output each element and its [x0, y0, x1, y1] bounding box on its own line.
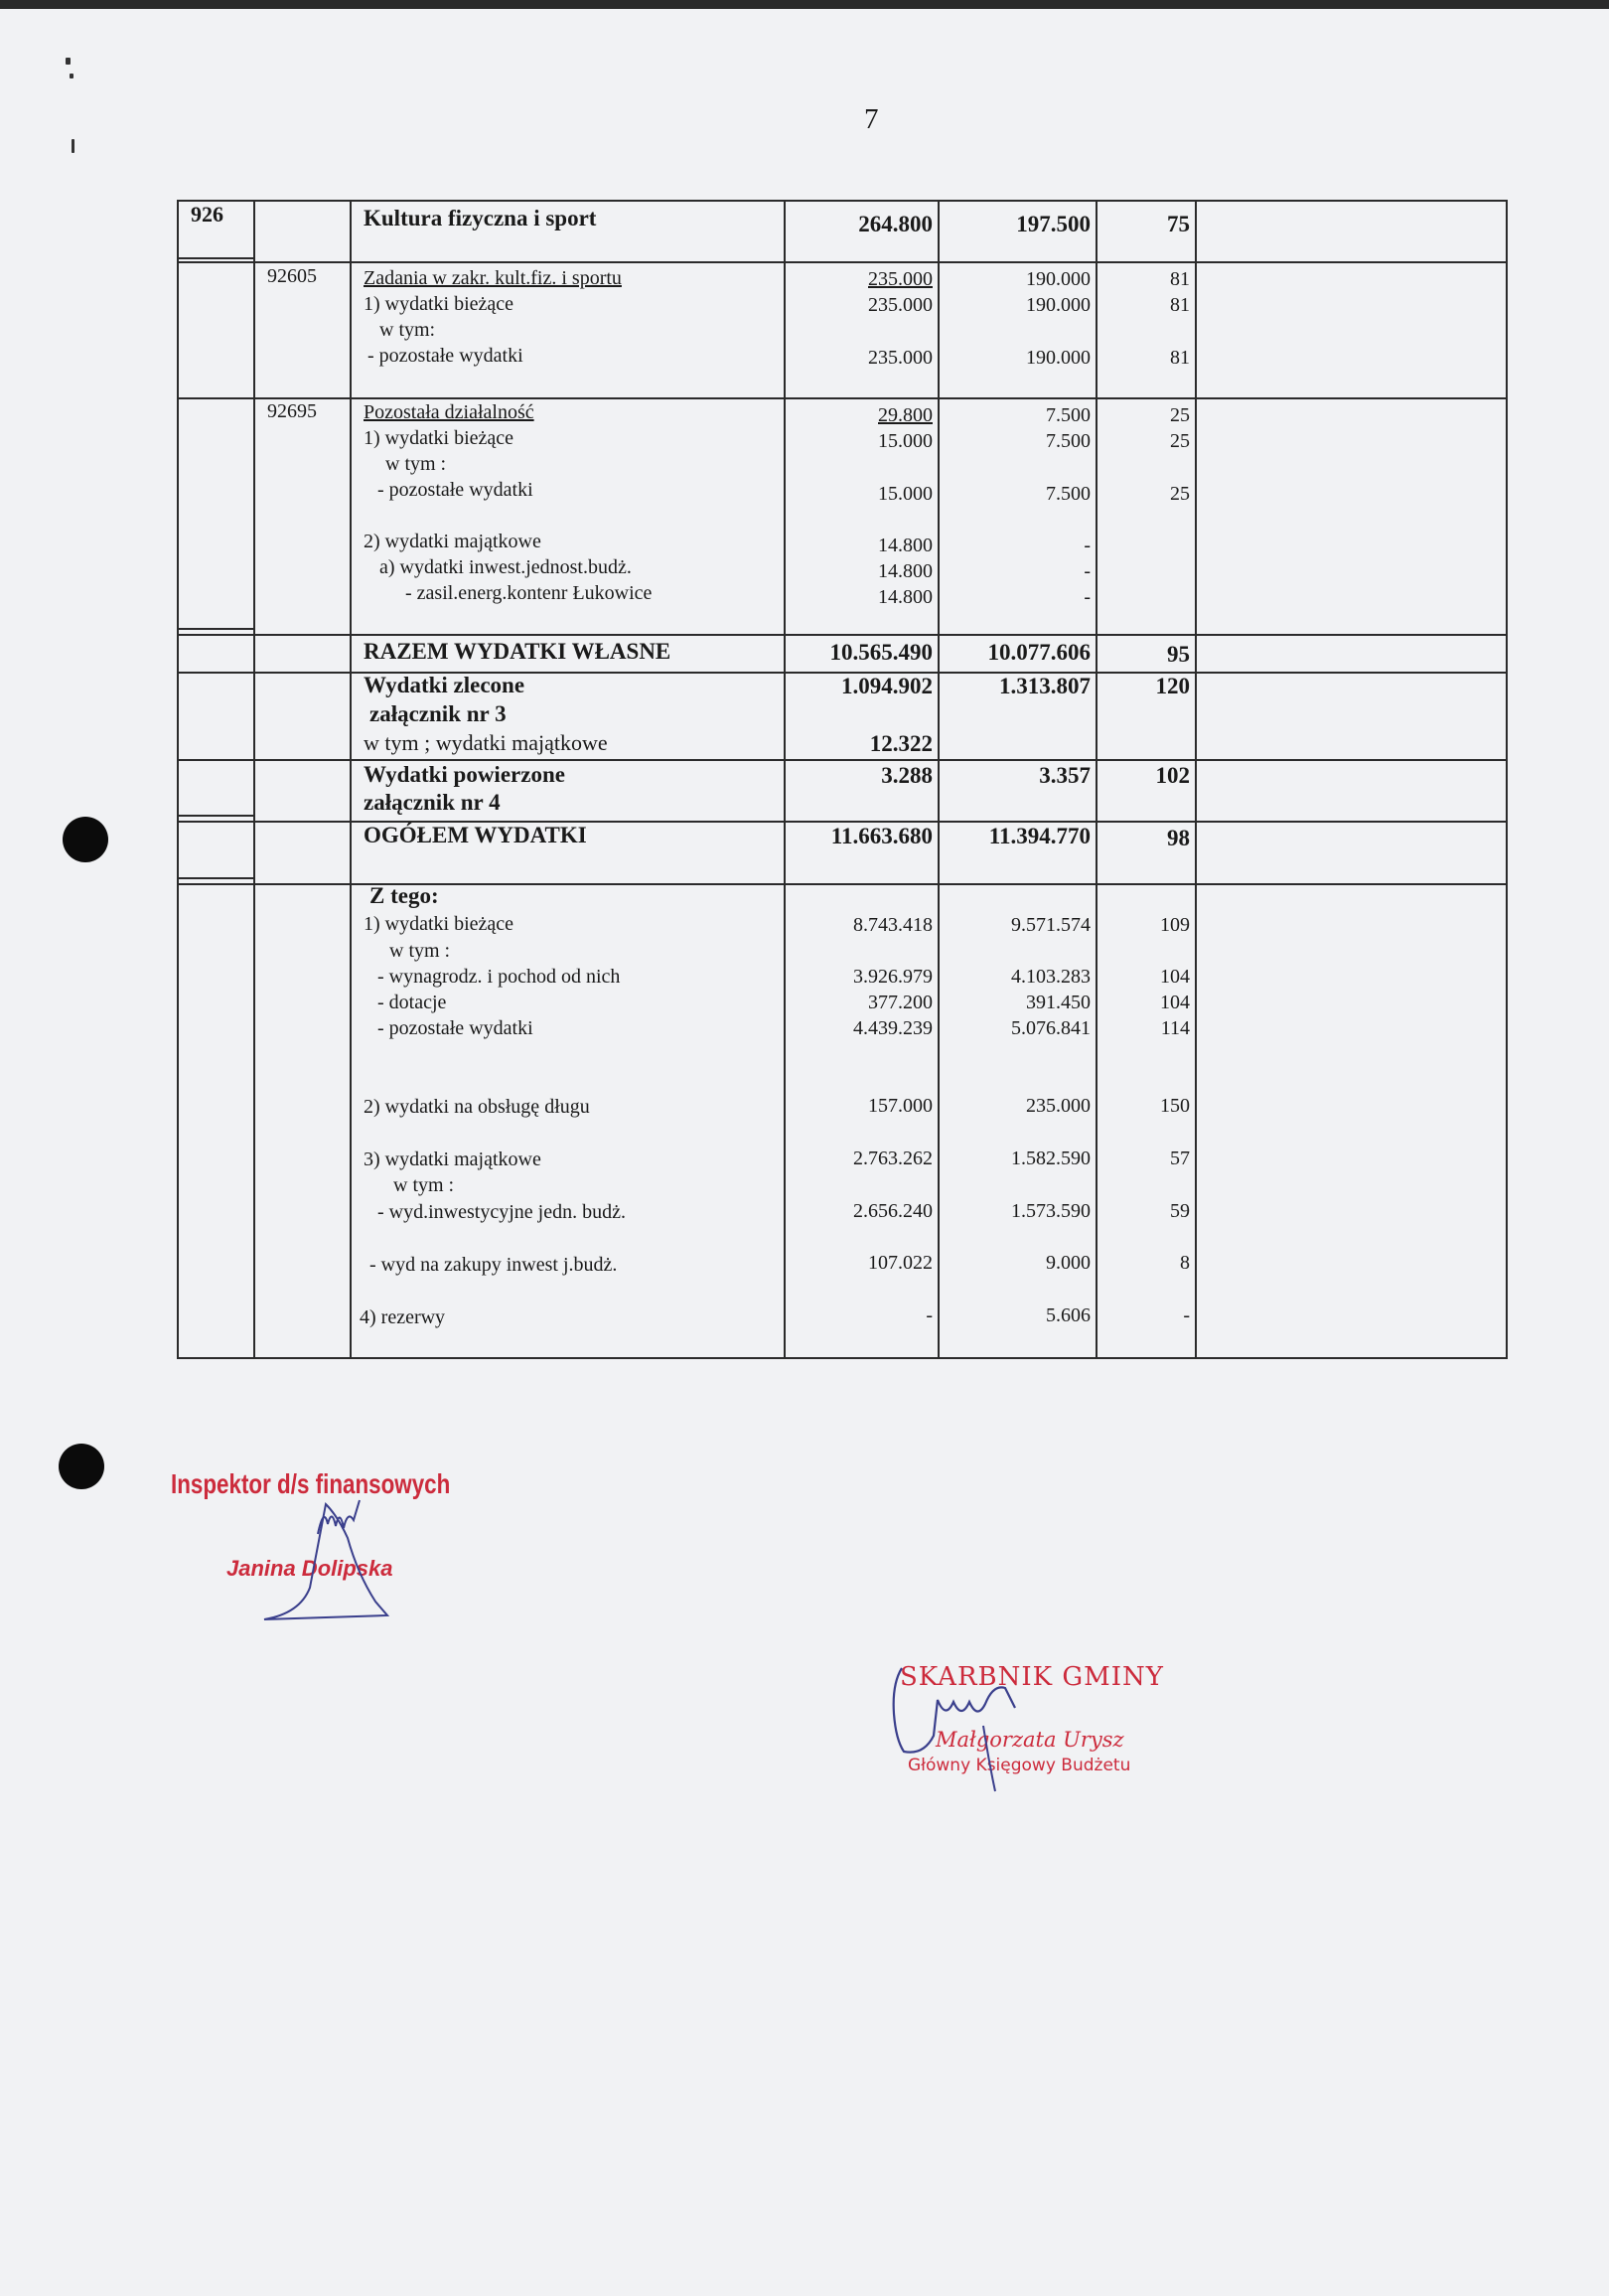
- treasurer-name: Małgorzata Urysz: [936, 1728, 1124, 1752]
- line-executed: 1.582.590: [1011, 1148, 1091, 1169]
- line-label: - wyd na zakupy inwest j.budż.: [369, 1254, 618, 1276]
- line-label: 2) wydatki na obsługę długu: [364, 1096, 590, 1118]
- inspector-name: Janina Dolipska: [226, 1556, 393, 1581]
- line-label: - zasil.energ.kontenr Łukowice: [405, 582, 653, 604]
- subsection-percent: 81: [1170, 268, 1190, 290]
- table-border: [177, 200, 1508, 202]
- entrusted-sublabel: załącznik nr 4: [364, 790, 501, 815]
- line-executed: 391.450: [1026, 992, 1091, 1013]
- line-executed: 235.000: [1026, 1095, 1091, 1117]
- row-divider: [177, 261, 1508, 263]
- commissioned-percent: 120: [1155, 674, 1190, 698]
- scan-speck: [66, 58, 71, 65]
- line-plan: 2.763.262: [853, 1148, 933, 1169]
- punch-hole: [59, 1444, 104, 1489]
- subsection-executed: 190.000: [1026, 268, 1091, 290]
- line-percent: -: [1183, 1304, 1190, 1326]
- line-label: 1) wydatki bieżące: [364, 293, 514, 315]
- line-executed: 7.500: [1046, 430, 1091, 452]
- inspector-handwritten-signature: [169, 1464, 507, 1623]
- line-plan: 14.800: [878, 535, 933, 556]
- page-number: 7: [864, 103, 879, 135]
- line-percent: 114: [1160, 1017, 1190, 1039]
- line-label: w tym :: [385, 453, 447, 475]
- line-executed: 5.076.841: [1011, 1017, 1091, 1039]
- line-label: a) wydatki inwest.jednost.budż.: [379, 556, 632, 578]
- row-divider: [177, 257, 253, 259]
- line-label: - wyd.inwestycyjne jedn. budż.: [377, 1201, 626, 1223]
- row-divider: [177, 759, 1508, 761]
- section-code: 926: [191, 202, 223, 227]
- grand-total-plan: 11.663.680: [830, 824, 933, 848]
- total-own-executed: 10.077.606: [987, 640, 1091, 665]
- line-plan: 235.000: [868, 294, 933, 316]
- line-percent: 104: [1160, 992, 1190, 1013]
- line-executed: 190.000: [1026, 294, 1091, 316]
- row-divider: [177, 634, 1508, 636]
- table-border: [1506, 200, 1508, 1359]
- treasurer-handwritten-signature: [884, 1644, 1222, 1793]
- column-divider: [253, 200, 255, 1359]
- line-label: 1) wydatki bieżące: [364, 913, 514, 935]
- grand-total-executed: 11.394.770: [988, 824, 1091, 848]
- section-executed: 197.500: [1016, 212, 1091, 236]
- subsection-percent: 25: [1170, 404, 1190, 426]
- line-label: - wynagrodz. i pochod od nich: [377, 966, 621, 988]
- commissioned-sublabel: załącznik nr 3: [369, 701, 507, 726]
- treasurer-title: SKARBNIK GMINY: [900, 1662, 1164, 1692]
- subsection-plan: 235.000: [868, 268, 933, 290]
- line-plan: 8.743.418: [853, 914, 933, 936]
- line-label: w tym :: [393, 1174, 455, 1196]
- section-plan: 264.800: [858, 212, 933, 236]
- line-executed: -: [1084, 535, 1091, 556]
- line-label: 4) rezerwy: [360, 1306, 446, 1328]
- line-label: - pozostałe wydatki: [377, 479, 533, 501]
- line-label: 3) wydatki majątkowe: [364, 1148, 541, 1170]
- row-divider: [177, 628, 253, 630]
- table-border: [177, 200, 179, 1359]
- total-own-percent: 95: [1167, 642, 1190, 667]
- column-divider: [1195, 200, 1197, 1359]
- section-percent: 75: [1167, 212, 1190, 236]
- commissioned-extra-label: w tym ; wydatki majątkowe: [364, 730, 608, 755]
- subsection-title: Zadania w zakr. kult.fiz. i sportu: [364, 267, 622, 289]
- line-percent: 25: [1170, 430, 1190, 452]
- line-percent: 109: [1160, 914, 1190, 936]
- scan-speck: [70, 74, 73, 78]
- section-title: Kultura fizyczna i sport: [364, 206, 597, 230]
- line-percent: 25: [1170, 483, 1190, 505]
- line-label: 1) wydatki bieżące: [364, 427, 514, 449]
- table-border: [177, 1357, 1508, 1359]
- entrusted-percent: 102: [1155, 763, 1190, 788]
- breakdown-heading: Z tego:: [369, 883, 439, 908]
- line-plan: 2.656.240: [853, 1200, 933, 1222]
- line-percent: 104: [1160, 966, 1190, 988]
- line-label: - pozostałe wydatki: [377, 1017, 533, 1039]
- line-plan: 14.800: [878, 586, 933, 608]
- line-executed: 1.573.590: [1011, 1200, 1091, 1222]
- budget-table: [177, 200, 1508, 1359]
- entrusted-executed: 3.357: [1039, 763, 1091, 788]
- line-plan: 3.926.979: [853, 966, 933, 988]
- column-divider: [350, 200, 352, 1359]
- treasurer-role: Główny Księgowy Budżetu: [908, 1756, 1131, 1775]
- subsection-plan: 29.800: [878, 404, 933, 426]
- line-executed: 190.000: [1026, 347, 1091, 369]
- grand-total-label: OGÓŁEM WYDATKI: [364, 823, 587, 847]
- commissioned-plan: 1.094.902: [841, 674, 933, 698]
- commissioned-label: Wydatki zlecone: [364, 673, 525, 697]
- row-divider: [177, 815, 253, 817]
- line-label: w tym:: [379, 319, 436, 341]
- line-label: - dotacje: [377, 992, 447, 1013]
- line-plan: 107.022: [868, 1252, 933, 1274]
- commissioned-executed: 1.313.807: [999, 674, 1091, 698]
- line-plan: 14.800: [878, 560, 933, 582]
- scan-speck: [72, 139, 74, 153]
- commissioned-extra-plan: 12.322: [869, 731, 933, 756]
- grand-total-percent: 98: [1167, 826, 1190, 850]
- line-executed: -: [1084, 560, 1091, 582]
- subsection-code: 92695: [267, 400, 317, 422]
- entrusted-label: Wydatki powierzone: [364, 762, 565, 787]
- subsection-title: Pozostała działalność: [364, 401, 534, 423]
- line-percent: 81: [1170, 294, 1190, 316]
- line-percent: 81: [1170, 347, 1190, 369]
- line-executed: 7.500: [1046, 483, 1091, 505]
- line-percent: 8: [1180, 1252, 1190, 1274]
- line-label: - pozostałe wydatki: [367, 345, 523, 367]
- entrusted-plan: 3.288: [881, 763, 933, 788]
- scan-top-edge: [0, 0, 1609, 9]
- subsection-executed: 7.500: [1046, 404, 1091, 426]
- line-plan: 15.000: [878, 430, 933, 452]
- subsection-code: 92605: [267, 265, 317, 287]
- line-percent: 59: [1170, 1200, 1190, 1222]
- inspector-stamp: [169, 1464, 507, 1623]
- punch-hole: [63, 817, 108, 862]
- line-executed: 4.103.283: [1011, 966, 1091, 988]
- line-percent: 150: [1160, 1095, 1190, 1117]
- line-label: 2) wydatki majątkowe: [364, 531, 541, 552]
- row-divider: [177, 877, 253, 879]
- line-plan: 157.000: [868, 1095, 933, 1117]
- line-executed: 9.000: [1046, 1252, 1091, 1274]
- line-executed: 9.571.574: [1011, 914, 1091, 936]
- line-plan: 4.439.239: [853, 1017, 933, 1039]
- total-own-plan: 10.565.490: [829, 640, 933, 665]
- inspector-title: Inspektor d/s finansowych: [171, 1468, 451, 1499]
- line-plan: 15.000: [878, 483, 933, 505]
- line-executed: -: [1084, 586, 1091, 608]
- line-plan: -: [926, 1304, 933, 1326]
- line-plan: 377.200: [868, 992, 933, 1013]
- line-label: w tym :: [389, 940, 451, 962]
- line-percent: 57: [1170, 1148, 1190, 1169]
- line-plan: 235.000: [868, 347, 933, 369]
- line-executed: 5.606: [1046, 1304, 1091, 1326]
- treasurer-stamp: [884, 1644, 1222, 1793]
- total-own-label: RAZEM WYDATKI WŁASNE: [364, 639, 671, 664]
